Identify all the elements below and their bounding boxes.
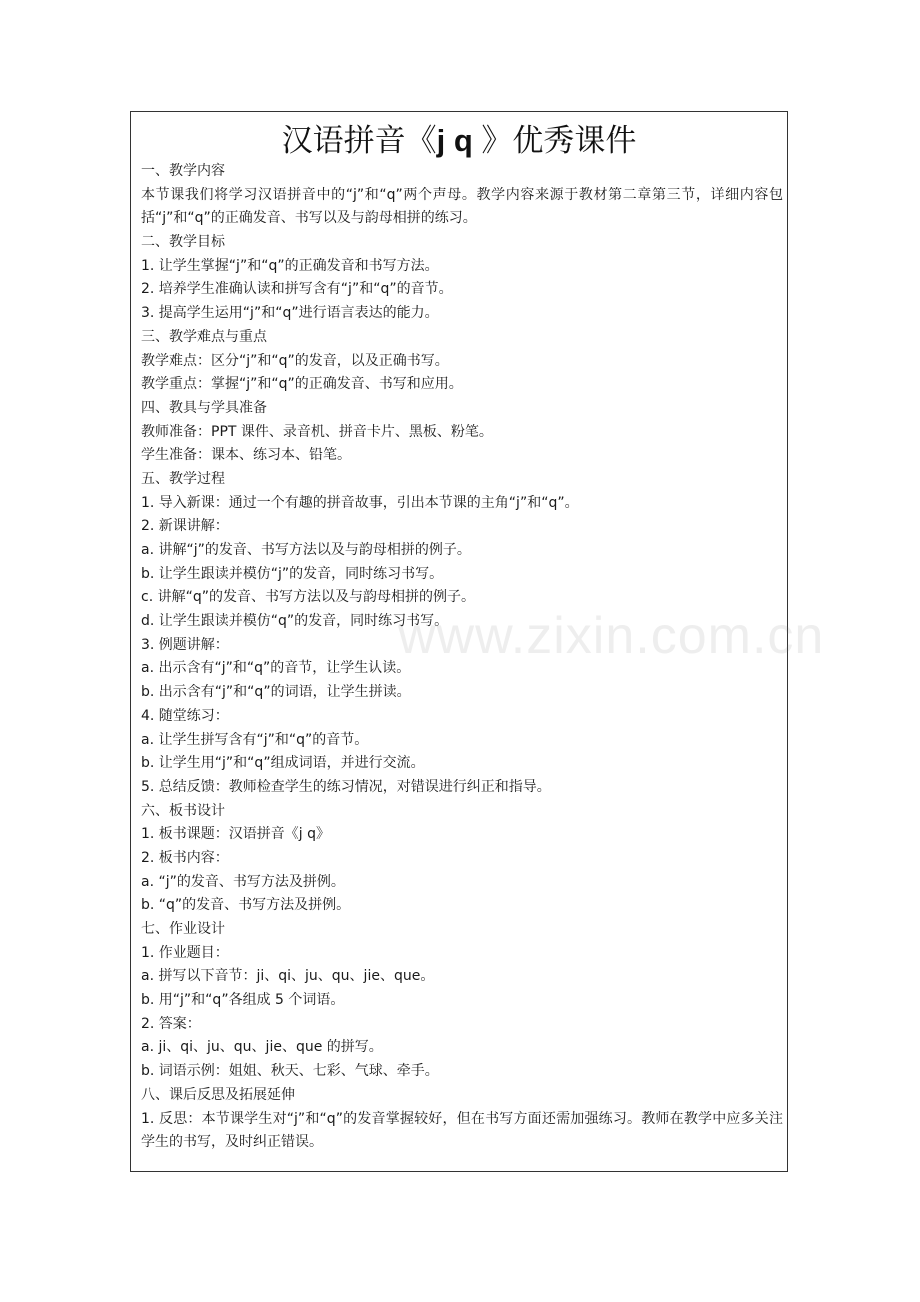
list-item: 5. 总结反馈：教师检查学生的练习情况，对错误进行纠正和指导。 — [141, 778, 551, 795]
paragraph: 1. 反思：本节课学生对“j”和“q”的发音掌握较好，但在书写方面还需加强练习。教师在教学中应多关注学生的书写，及时纠正错误。 — [141, 1110, 783, 1151]
list-item: a. 讲解“j”的发音、书写方法以及与韵母相拼的例子。 — [141, 542, 471, 559]
list-item: 2. 培养学生准确认读和拼写含有“j”和“q”的音节。 — [141, 281, 453, 298]
section-heading: 二、教学目标 — [141, 234, 225, 251]
section-heading: 一、教学内容 — [141, 163, 225, 179]
list-item: b. 让学生用“j”和“q”组成词语，并进行交流。 — [141, 755, 425, 772]
list-item: a. 出示含有“j”和“q”的音节，让学生认读。 — [141, 660, 411, 677]
title-prefix: 汉语拼音《 — [281, 123, 437, 159]
list-item: 3. 例题讲解： — [141, 636, 229, 653]
list-item: 2. 答案： — [141, 1015, 201, 1032]
list-item: b. 用“j”和“q”各组成 5 个词语。 — [141, 992, 345, 1009]
list-item: 1. 作业题目： — [141, 944, 229, 961]
list-item: 4. 随堂练习： — [141, 707, 229, 724]
section-heading: 八、课后反思及拓展延伸 — [141, 1086, 295, 1103]
paragraph: 本节课我们将学习汉语拼音中的“j”和“q”两个声母。教学内容来源于教材第二章第三节，详细内容包括“j”和“q”的正确发音、书写以及与韵母相拼的练习。 — [141, 186, 783, 227]
title-suffix: 》优秀课件 — [481, 123, 637, 159]
list-item: 3. 提高学生运用“j”和“q”进行语言表达的能力。 — [141, 305, 439, 322]
list-item: 教师准备：PPT 课件、录音机、拼音卡片、黑板、粉笔。 — [141, 423, 493, 440]
list-item: 1. 导入新课：通过一个有趣的拼音故事，引出本节课的主角“j”和“q”。 — [141, 494, 579, 511]
document-title — [131, 121, 787, 161]
list-item: 教学重点：掌握“j”和“q”的正确发音、书写和应用。 — [141, 376, 463, 393]
list-item: a. ji、qi、ju、qu、jie、que 的拼写。 — [141, 1039, 383, 1056]
list-item: 2. 新课讲解： — [141, 518, 229, 535]
list-item: 教学难点：区分“j”和“q”的发音，以及正确书写。 — [141, 352, 449, 369]
list-item: 1. 让学生掌握“j”和“q”的正确发音和书写方法。 — [141, 257, 439, 274]
list-item: 1. 板书课题：汉语拼音《j q》 — [141, 826, 331, 843]
section-heading: 三、教学难点与重点 — [141, 328, 267, 345]
list-item: b. 让学生跟读并模仿“j”的发音，同时练习书写。 — [141, 565, 444, 582]
section-heading: 五、教学过程 — [141, 470, 225, 487]
list-item: c. 讲解“q”的发音、书写方法以及与韵母相拼的例子。 — [141, 589, 475, 606]
section-heading: 六、板书设计 — [141, 802, 225, 819]
list-item: 2. 板书内容： — [141, 849, 229, 866]
title-latin: j q — [436, 123, 482, 158]
list-item: a. “j”的发音、书写方法及拼例。 — [141, 873, 345, 890]
list-item: 学生准备：课本、练习本、铅笔。 — [141, 447, 351, 464]
section-heading: 七、作业设计 — [141, 921, 225, 938]
list-item: a. 让学生拼写含有“j”和“q”的音节。 — [141, 731, 369, 748]
list-item: b. 词语示例：姐姐、秋天、七彩、气球、牵手。 — [141, 1063, 439, 1080]
section-heading: 四、教具与学具准备 — [141, 399, 267, 416]
list-item: b. “q”的发音、书写方法及拼例。 — [141, 897, 351, 914]
list-item: b. 出示含有“j”和“q”的词语，让学生拼读。 — [141, 684, 411, 701]
list-item: d. 让学生跟读并模仿“q”的发音，同时练习书写。 — [141, 613, 449, 630]
watermark: www.zixin.com.cn — [398, 607, 825, 665]
list-item: a. 拼写以下音节：ji、qi、ju、qu、jie、que。 — [141, 968, 435, 985]
